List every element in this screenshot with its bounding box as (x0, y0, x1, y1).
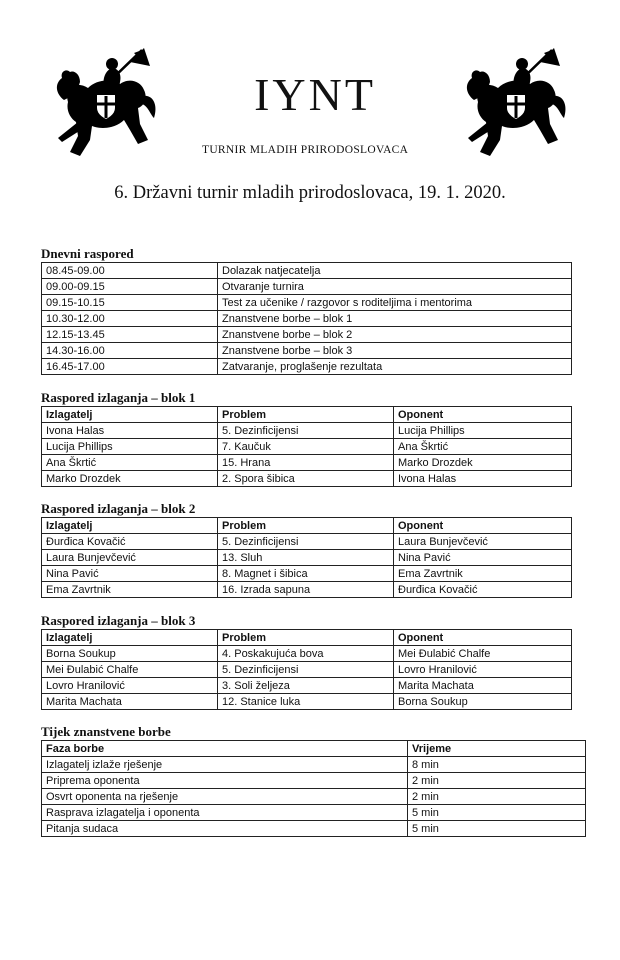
table-cell: 7. Kaučuk (218, 439, 394, 455)
table-row (42, 263, 572, 279)
table-row (42, 550, 572, 566)
table-row (42, 662, 572, 678)
table-cell: 12. Stanice luka (218, 694, 394, 710)
table-row (42, 534, 572, 550)
table-cell: 09.00-09.15 (42, 279, 218, 295)
table-cell: 08.45-09.00 (42, 263, 218, 279)
column-header: Problem (218, 407, 394, 423)
table-row (42, 773, 586, 789)
table-header-row (42, 630, 572, 646)
table-cell: 5 min (408, 805, 586, 821)
table-cell: Znanstvene borbe – blok 3 (218, 343, 572, 359)
table-cell: 5. Dezinficijensi (218, 534, 394, 550)
column-header: Oponent (394, 407, 572, 423)
table-cell: Dolazak natjecatelja (218, 263, 572, 279)
column-header: Oponent (394, 630, 572, 646)
table-cell: Marko Drozdek (394, 455, 572, 471)
table-cell: Priprema oponenta (42, 773, 408, 789)
table-cell: Pitanja sudaca (42, 821, 408, 837)
brand-title: IYNT (254, 69, 376, 120)
table-cell: Marko Drozdek (42, 471, 218, 487)
table-cell: Borna Soukup (42, 646, 218, 662)
event-title: 6. Državni turnir mladih prirodoslovaca, 19. 1. 2020. (114, 183, 506, 203)
table-cell: Osvrt oponenta na rješenje (42, 789, 408, 805)
block3-section (41, 613, 572, 710)
block3-table (41, 629, 572, 710)
section-title: Tijek znanstvene borbe (41, 724, 171, 739)
table-row (42, 311, 572, 327)
block1-section (41, 390, 572, 487)
table-cell: Đurđica Kovačić (394, 582, 572, 598)
table-row (42, 359, 572, 375)
table-cell: Ivona Halas (394, 471, 572, 487)
table-cell: 2. Spora šibica (218, 471, 394, 487)
section-title: Dnevni raspored (41, 246, 134, 261)
table-cell: Marita Machata (394, 678, 572, 694)
table-cell: Nina Pavić (394, 550, 572, 566)
section-title: Raspored izlaganja – blok 1 (41, 390, 196, 405)
table-cell: Borna Soukup (394, 694, 572, 710)
table-row (42, 805, 586, 821)
table-cell: 15. Hrana (218, 455, 394, 471)
table-cell: 3. Soli željeza (218, 678, 394, 694)
table-row (42, 789, 586, 805)
column-header: Problem (218, 518, 394, 534)
table-cell: Marita Machata (42, 694, 218, 710)
table-header-row (42, 518, 572, 534)
table-row (42, 646, 572, 662)
table-cell: Otvaranje turnira (218, 279, 572, 295)
section-title: Raspored izlaganja – blok 3 (41, 613, 196, 628)
knight-horse-icon (50, 44, 160, 168)
table-row (42, 694, 572, 710)
table-row (42, 678, 572, 694)
table-cell: Lucija Phillips (42, 439, 218, 455)
column-header: Vrijeme (408, 741, 586, 757)
table-row (42, 582, 572, 598)
table-cell: 12.15-13.45 (42, 327, 218, 343)
column-header: Faza borbe (42, 741, 408, 757)
table-cell: Test za učenike / razgovor s roditeljima i mentorima (218, 295, 572, 311)
table-cell: Ana Škrtić (394, 439, 572, 455)
column-header: Izlagatelj (42, 407, 218, 423)
table-cell: 5. Dezinficijensi (218, 662, 394, 678)
table-cell: 8. Magnet i šibica (218, 566, 394, 582)
table-header-row (42, 741, 586, 757)
table-row (42, 327, 572, 343)
table-row (42, 295, 572, 311)
column-header: Izlagatelj (42, 630, 218, 646)
table-cell: Ema Zavrtnik (42, 582, 218, 598)
table-row (42, 423, 572, 439)
table-row (42, 343, 572, 359)
brand (190, 69, 440, 156)
table-row (42, 821, 586, 837)
table-cell: 14.30-16.00 (42, 343, 218, 359)
table-cell: Mei Đulabić Chalfe (42, 662, 218, 678)
table-cell: Znanstvene borbe – blok 2 (218, 327, 572, 343)
table-cell: 10.30-12.00 (42, 311, 218, 327)
column-header: Problem (218, 630, 394, 646)
table-cell: 2 min (408, 773, 586, 789)
column-header: Izlagatelj (42, 518, 218, 534)
table-cell: 8 min (408, 757, 586, 773)
table-row (42, 757, 586, 773)
table-cell: 16.45-17.00 (42, 359, 218, 375)
daily-schedule-table (41, 262, 572, 375)
column-header: Oponent (394, 518, 572, 534)
block1-table (41, 406, 572, 487)
table-cell: Izlagatelj izlaže rješenje (42, 757, 408, 773)
block2-section (41, 501, 572, 598)
table-cell: Nina Pavić (42, 566, 218, 582)
table-row (42, 279, 572, 295)
table-cell: Mei Đulabić Chalfe (394, 646, 572, 662)
table-cell: Ivona Halas (42, 423, 218, 439)
table-cell: Znanstvene borbe – blok 1 (218, 311, 572, 327)
block2-table (41, 517, 572, 598)
table-row (42, 566, 572, 582)
table-cell: 4. Poskakujuća bova (218, 646, 394, 662)
knight-horse-icon (460, 44, 570, 168)
table-cell: Lucija Phillips (394, 423, 572, 439)
table-cell: 5. Dezinficijensi (218, 423, 394, 439)
brand-subtitle: TURNIR MLADIH PRIRODOSLOVACA (202, 144, 409, 156)
section-title: Raspored izlaganja – blok 2 (41, 501, 196, 516)
table-cell: 5 min (408, 821, 586, 837)
table-cell: 2 min (408, 789, 586, 805)
fight-flow-table (41, 740, 586, 837)
table-header-row (42, 407, 572, 423)
table-cell: 13. Sluh (218, 550, 394, 566)
table-cell: 09.15-10.15 (42, 295, 218, 311)
table-row (42, 471, 572, 487)
fight-flow-section (41, 724, 586, 837)
table-cell: Lovro Hranilović (394, 662, 572, 678)
table-cell: Lovro Hranilović (42, 678, 218, 694)
table-cell: Laura Bunjevčević (394, 534, 572, 550)
table-cell: Đurđica Kovačić (42, 534, 218, 550)
daily-schedule-section (41, 246, 572, 375)
table-row (42, 455, 572, 471)
table-cell: Rasprava izlagatelja i oponenta (42, 805, 408, 821)
table-row (42, 439, 572, 455)
table-cell: 16. Izrada sapuna (218, 582, 394, 598)
table-cell: Zatvaranje, proglašenje rezultata (218, 359, 572, 375)
table-cell: Ema Zavrtnik (394, 566, 572, 582)
table-cell: Ana Škrtić (42, 455, 218, 471)
table-cell: Laura Bunjevčević (42, 550, 218, 566)
